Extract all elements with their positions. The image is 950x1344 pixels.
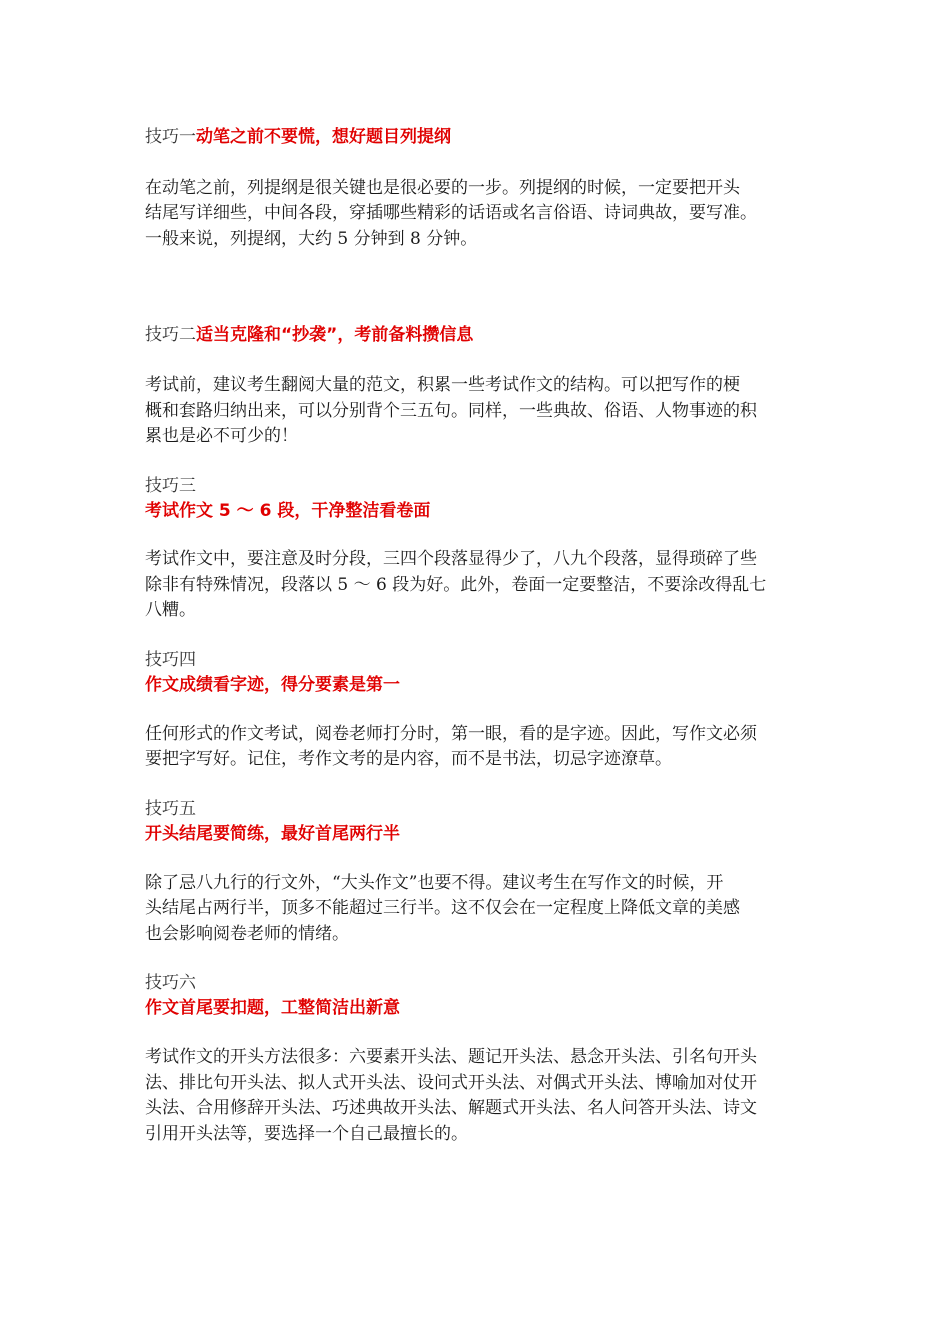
tip-2-label: 技巧二 — [145, 325, 196, 345]
tip-2-paragraph-line: 考试前，建议考生翻阅大量的范文，积累一些考试作文的结构。可以把写作的梗 — [145, 375, 740, 395]
tip-4-label: 技巧四 — [145, 650, 196, 670]
tip-1-paragraph-line: 在动笔之前，列提纲是很关键也是很必要的一步。列提纲的时候，一定要把开头 — [145, 178, 740, 198]
tip-5-paragraph-line: 也会影响阅卷老师的情绪。 — [145, 924, 349, 944]
tip-3-paragraph-line: 除非有特殊情况，段落以 5 ～ 6 段为好。此外，卷面一定要整洁，不要涂改得乱七 — [145, 575, 767, 595]
tip-2-title: 适当克隆和“抄袭”，考前备料攒信息 — [196, 325, 474, 345]
tip-6-label: 技巧六 — [145, 973, 196, 993]
tip-6-paragraph-line: 引用开头法等，要选择一个自己最擅长的。 — [145, 1124, 468, 1144]
tip-2-paragraph-line: 累也是必不可少的！ — [145, 426, 298, 446]
tip-5-paragraph-line: 头结尾占两行半，顶多不能超过三行半。这不仅会在一定程度上降低文章的美感 — [145, 898, 740, 918]
tip-1-paragraph-line: 结尾写详细些，中间各段，穿插哪些精彩的话语或名言俗语、诗词典故，要写准。 — [145, 203, 757, 223]
tip-3-paragraph-line: 八糟。 — [145, 600, 196, 620]
tip-6-paragraph-line: 法、排比句开头法、拟人式开头法、设问式开头法、对偶式开头法、博喻加对仗开 — [145, 1073, 757, 1093]
tip-2-paragraph-line: 概和套路归纳出来，可以分别背个三五句。同样，一些典故、俗语、人物事迹的积 — [145, 401, 757, 421]
tip-6-title: 作文首尾要扣题，工整简洁出新意 — [145, 998, 400, 1018]
tip-3-title: 考试作文 5 ～ 6 段，干净整洁看卷面 — [145, 501, 431, 521]
tip-1-title: 动笔之前不要慌，想好题目列提纲 — [196, 127, 451, 147]
tip-4-paragraph-line: 任何形式的作文考试，阅卷老师打分时，第一眼，看的是字迹。因此，写作文必须 — [145, 724, 757, 744]
tip-5-label: 技巧五 — [145, 799, 196, 819]
tip-1-label: 技巧一 — [145, 127, 196, 147]
tip-4-title: 作文成绩看字迹，得分要素是第一 — [145, 675, 400, 695]
tip-3-label: 技巧三 — [145, 476, 196, 496]
tip-1-paragraph-line: 一般来说，列提纲，大约 5 分钟到 8 分钟。 — [145, 229, 478, 249]
tip-3-paragraph-line: 考试作文中，要注意及时分段，三四个段落显得少了，八九个段落，显得琐碎了些 — [145, 549, 757, 569]
tip-4-paragraph-line: 要把字写好。记住，考作文考的是内容，而不是书法，切忌字迹潦草。 — [145, 749, 672, 769]
tip-6-paragraph-line: 头法、合用修辞开头法、巧述典故开头法、解题式开头法、名人问答开头法、诗文 — [145, 1098, 757, 1118]
tip-5-title: 开头结尾要简练，最好首尾两行半 — [145, 824, 400, 844]
tip-5-paragraph-line: 除了忌八九行的行文外，“大头作文”也要不得。建议考生在写作文的时候，开 — [145, 873, 724, 893]
tip-1-heading — [145, 125, 815, 149]
tip-6-paragraph-line: 考试作文的开头方法很多：六要素开头法、题记开头法、悬念开头法、引名句开头 — [145, 1047, 757, 1067]
tip-2-heading — [145, 323, 815, 347]
